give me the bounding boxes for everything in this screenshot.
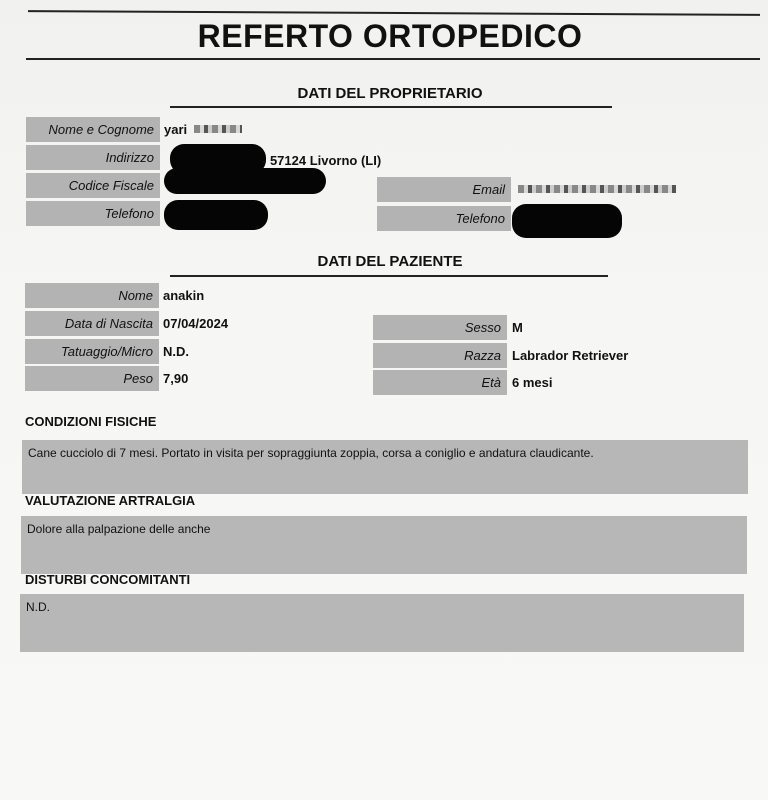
patient-section-rule [170, 275, 608, 277]
owner-name-value: yari [164, 122, 188, 137]
owner-taxcode-label: Codice Fiscale [26, 173, 160, 198]
redacted-surname [194, 125, 242, 133]
conditions-title: CONDIZIONI FISICHE [25, 414, 157, 429]
patient-section-title: DATI DEL PAZIENTE [317, 253, 463, 270]
patient-weight-label: Peso [25, 366, 159, 391]
patient-tattoo-value: N.D. [163, 344, 189, 359]
report-title: REFERTO ORTOPEDICO [197, 18, 583, 54]
patient-age-value: 6 mesi [512, 375, 553, 390]
owner-phone-label: Telefono [26, 201, 160, 226]
conditions-text: Cane cucciolo di 7 mesi. Portato in visita per sopraggiunta zoppia, corsa a coniglio e andatura claudicante. [22, 440, 748, 494]
patient-age-label: Età [373, 370, 507, 395]
owner-phone2-label: Telefono [377, 206, 511, 231]
owner-email-label: Email [377, 177, 511, 202]
owner-section-title: DATI DEL PROPRIETARIO [297, 85, 483, 102]
patient-name-label: Nome [25, 283, 159, 308]
patient-tattoo-label: Tatuaggio/Micro [25, 339, 159, 364]
redacted-phone2 [512, 204, 622, 238]
patient-sex-label: Sesso [373, 315, 507, 340]
patient-sex-value: M [512, 320, 523, 335]
concomitant-text: N.D. [20, 594, 744, 652]
owner-name-label: Nome e Cognome [26, 117, 160, 142]
arthralgia-title: VALUTAZIONE ARTRALGIA [25, 493, 196, 508]
patient-weight-value: 7,90 [163, 371, 189, 386]
patient-breed-label: Razza [373, 343, 507, 368]
redacted-tax-code [164, 168, 326, 194]
patient-birth-label: Data di Nascita [25, 311, 159, 336]
patient-birth-value: 07/04/2024 [163, 316, 229, 331]
top-rule [28, 10, 760, 16]
redacted-email [518, 185, 676, 193]
owner-address-label: Indirizzo [26, 145, 160, 170]
redacted-phone [164, 200, 268, 230]
owner-section-rule [170, 106, 612, 108]
arthralgia-text: Dolore alla palpazione delle anche [21, 516, 747, 574]
patient-name-value: anakin [163, 288, 205, 303]
title-underline [26, 58, 760, 60]
patient-breed-value: Labrador Retriever [512, 348, 629, 363]
owner-address-value: - 57124 Livorno (LI) [262, 153, 382, 168]
concomitant-title: DISTURBI CONCOMITANTI [25, 572, 191, 587]
